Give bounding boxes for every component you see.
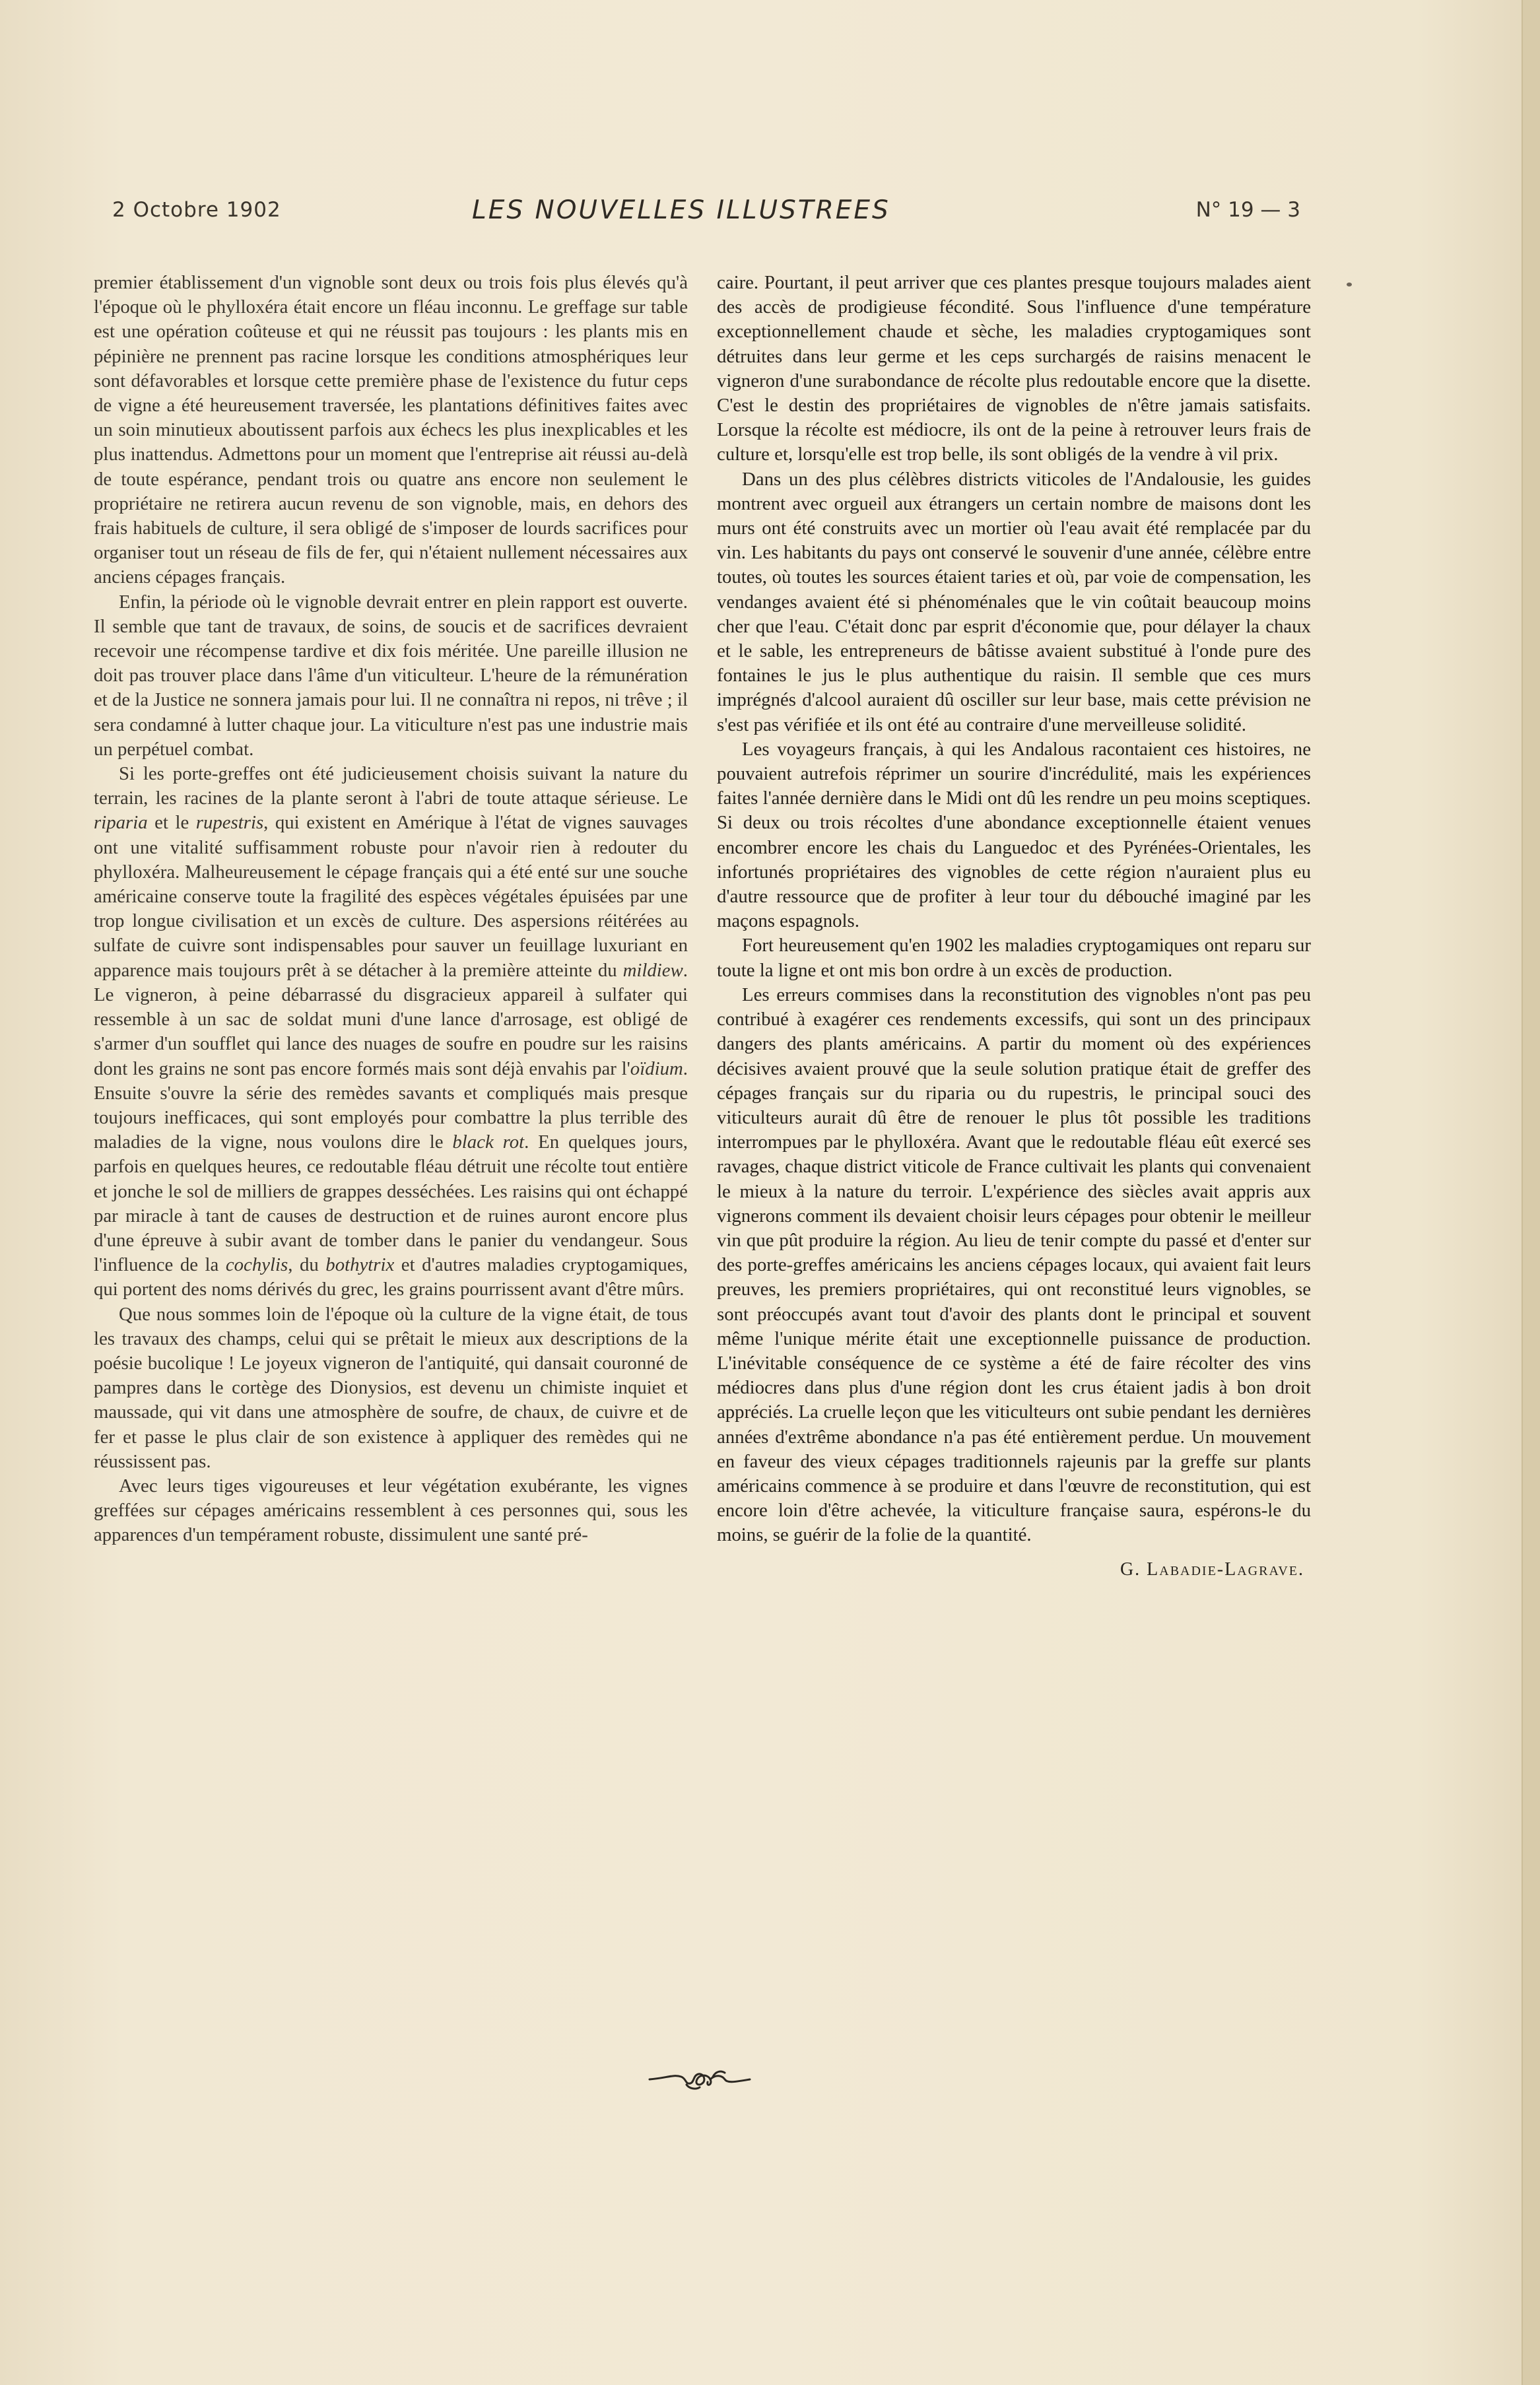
text-run: . En quelques jours, parfois en quelques heures, ce redoutable fléau détruit une récolte tout entière et jonche le sol de milliers de grappes desséchées. Les raisins qui ont échappé par miracle à tant de causes de destruction et de ruines auront encore plus d'une épreuve à subir avant de tomber dans le panier du vendangeur. Sous l'influence de la <box>94 1131 688 1276</box>
paragraph: Que nous sommes loin de l'époque où la culture de la vigne était, de tous les travaux des champs, celui qui se prêtait le mieux aux descriptions de la poésie bucolique ! Le joyeux vigneron de l'antiquité, qui dansait couronné de pampres dans le cortège des Dionysios, est devenu un chimiste inquiet et maussade, qui vit dans une atmosphère de soufre, de chaux, de cuivre et de fer et passe le plus clair de son existence à appliquer des remèdes qui ne réussissent pas. <box>94 1303 688 1472</box>
italic-term: bothytrix <box>325 1254 395 1276</box>
header-date: 2 Octobre 1902 <box>112 198 281 222</box>
italic-term: oïdium <box>630 1058 683 1079</box>
text-run: . Ensuite s'ouvre la série des remèdes savants et compliqués mais presque toujours inefficaces, qui sont employés pour combattre la plus terrible des maladies de la vigne, nous voulons dire le <box>94 1058 688 1153</box>
italic-term: riparia <box>94 812 148 834</box>
paragraph: premier établissement d'un vignoble sont deux ou trois fois plus élevés qu'à l'époque où le phylloxéra était encore un fléau inconnu. Le greffage sur table est une opération coûteuse et qui ne réussit pas toujours : les plants mis en pépinière ne prennent pas racine lorsque les conditions atmosphériques leur sont défavorables et lorsque cette première phase de l'existence du futur ceps de vigne a été heureusement traversée, les plantations définitives faites avec un soin minutieux aboutissent parfois aux échecs les plus inexplicables et les plus inattendus. Admettons pour un moment que l'entreprise ait réussi au-delà de toute espérance, pendant trois ou quatre ans encore non seulement le propriétaire ne retirera aucun revenu de son vignoble, mais, en dehors des frais habituels de culture, il sera obligé de s'imposer de lourds sacrifices pour organiser tout un réseau de fils de fer, qui n'étaient nullement nécessaires aux anciens cépages français. <box>94 272 688 588</box>
paragraph <box>94 762 688 1302</box>
paragraph: Les erreurs commises dans la reconstitution des vignobles n'ont pas peu contribué à exagérer ces rendements excessifs, qui sont un des principaux dangers des plants américains. A partir du moment où des expériences décisives avaient prouvé que la seule solution pratique était de greffer des cépages français sur du riparia ou du rupestris, le principal souci des viticulteurs aurait dû être de renouer le plus tôt possible les traditions interrompues par le phylloxéra. Avant que le redoutable fléau eût exercé ses ravages, chaque district viticole de France cultivait les plants qui convenaient le mieux à la nature du terroir. L'expérience des siècles avait appris aux vignerons comment ils devaient choisir leurs cépages pour obtenir le meilleur vin que pût produire la région. Au lieu de tenir compte du passé et d'enter sur des porte-greffes américains les anciens cépages locaux, qui avaient fait leurs preuves, les premiers propriétaires, qui ont reconstitué leurs vignobles, se sont préoccupés avant tout d'avoir des plants dont le principal et souvent même l'unique mérite était une exceptionnelle puissance de production. L'inévitable conséquence de ce système a été de faire récolter des vins médiocres dans plus d'une région dont les crus étaient jadis à bon droit appréciés. La cruelle leçon que les viticulteurs ont subie pendant les dernières années d'extrême abondance n'a pas été entièrement perdue. Un mouvement en faveur des vieux cépages traditionnels rajeunis par la greffe sur plants américains commence à se produire et dans l'œuvre de reconstitution, qui est encore loin d'être achevée, la viticulture française saura, espérons-le du moins, se guérir de la folie de la quantité. <box>717 984 1311 1546</box>
right-column <box>717 271 1311 1582</box>
paragraph: caire. Pourtant, il peut arriver que ces plantes presque toujours malades aient des accès de prodigieuse fécondité. Sous l'influence d'une température exceptionnellement chaude et sèche, les maladies cryptogamiques sont détruites dans leur germe et les ceps surchargés de raisins menacent le vigneron d'une surabondance de récolte plus redoutable encore que la disette. C'est le destin des propriétaires de vignobles de n'être jamais satisfaits. Lorsque la récolte est médiocre, ils ont de la peine à retrouver leurs frais de culture et, lorsqu'elle est trop belle, ils sont obligés de la vendre à vil prix. <box>717 272 1311 465</box>
paragraph: Avec leurs tiges vigoureuses et leur végétation exubérante, les vignes greffées sur cépages américains ressemblent à ces personnes qui, sous les apparences d'un tempérament robuste, dissimulent une santé pré- <box>94 1475 688 1546</box>
italic-term: black rot <box>452 1131 525 1153</box>
header-issue-page: N° 19 — 3 <box>1195 198 1300 222</box>
italic-term: mildiew <box>622 959 683 981</box>
page-header <box>112 195 1300 228</box>
ornamental-flourish-icon <box>647 2065 753 2094</box>
text-run: , qui existent en Amérique à l'état de vignes sauvages ont une vitalité suffisamment robuste pour n'avoir rien à redouter du phylloxéra. Malheureusement le cépage français qui a été enté sur une souche américaine conserve toute la fragilité des espèces végétales épuisées par une trop longue civilisation et un excès de culture. Des aspersions réitérées au sulfate de cuivre sont indispensables pour sauver un feuillage luxuriant en apparence mais toujours prêt à se détacher à la première atteinte du <box>94 812 688 981</box>
paragraph: Enfin, la période où le vignoble devrait entrer en plein rapport est ouverte. Il semble que tant de travaux, de soins, de soucis et de sacrifices devraient recevoir une récompense tardive et dix fois méritée. Une pareille illusion ne doit pas trouver place dans l'âme d'un viticulteur. L'heure de la rémunération et de la Justice ne sonnera jamais pour lui. Il ne connaîtra ni repos, ni trêve ; il sera condamné à lutter chaque jour. La viticulture n'est pas une industrie mais un perpétuel combat. <box>94 591 688 760</box>
author-signature: G. Labadie-Lagrave. <box>1120 1559 1304 1580</box>
text-run: et le <box>147 812 196 834</box>
left-column <box>94 271 688 1548</box>
page-edge <box>1522 0 1540 2385</box>
paragraph: Les voyageurs français, à qui les Andalous racontaient ces histoires, ne pouvaient autrefois réprimer un sourire d'incrédulité, mais les expériences faites l'année dernière dans le Midi ont dû les rendre un peu moins sceptiques. Si deux ou trois récoltes d'une abondance exceptionnelle étaient venues encombrer encore les chais du Languedoc et des Pyrénées-Orientales, les infortunés propriétaires des vignobles de cette région n'auraient plus eu d'autre ressource que de profiter à leur tour du débouché imaginé par les maçons espagnols. <box>717 738 1311 932</box>
text-run: , du <box>288 1254 326 1276</box>
text-run: et d'autres maladies cryptogamiques, qui portent des noms dérivés du grec, les grains pourrissent avant d'être mûrs. <box>94 1254 688 1300</box>
italic-term: cochylis <box>225 1254 288 1276</box>
paper-speck <box>1347 283 1352 286</box>
italic-term: rupestris <box>195 812 264 834</box>
text-run: Si les porte-greffes ont été judicieusement choisis suivant la nature du terrain, les racines de la plante seront à l'abri de toute attaque sérieuse. Le <box>94 763 688 809</box>
header-title: LES NOUVELLES ILLUSTREES <box>472 195 890 225</box>
paragraph: Dans un des plus célèbres districts viticoles de l'Andalousie, les guides montrent avec orgueil aux étrangers un certain nombre de maisons dont les murs ont été construits avec un mortier où l'eau avait été remplacée par du vin. Les habitants du pays ont conservé le souvenir d'une année, célèbre entre toutes, où toutes les sources étaient taries et où, par voie de compensation, les vendanges avaient été si phénoménales que le vin coûtait beaucoup moins cher que l'eau. C'était donc par esprit d'économie que, pour délayer la chaux et le sable, les entrepreneurs de bâtisse avaient substitué à l'onde pure des fontaines le jus le plus authentique du raisin. Il semble que ces murs imprégnés d'alcool auraient dû osciller sur leur base, mais cette prévision ne s'est pas vérifiée et ils ont été au contraire d'une merveilleuse solidité. <box>717 468 1311 735</box>
text-run: . Le vigneron, à peine débarrassé du disgracieux appareil à sulfater qui ressemble à un sac de soldat muni d'une lance d'arrosage, est obligé de s'armer d'un soufflet qui lance des nuages de soufre en poudre sur les raisins dont les grains ne sont pas encore formés mais sont déjà envahis par l' <box>94 959 688 1079</box>
paragraph: Fort heureusement qu'en 1902 les maladies cryptogamiques ont reparu sur toute la ligne et ont mis bon ordre à un excès de production. <box>717 935 1311 981</box>
